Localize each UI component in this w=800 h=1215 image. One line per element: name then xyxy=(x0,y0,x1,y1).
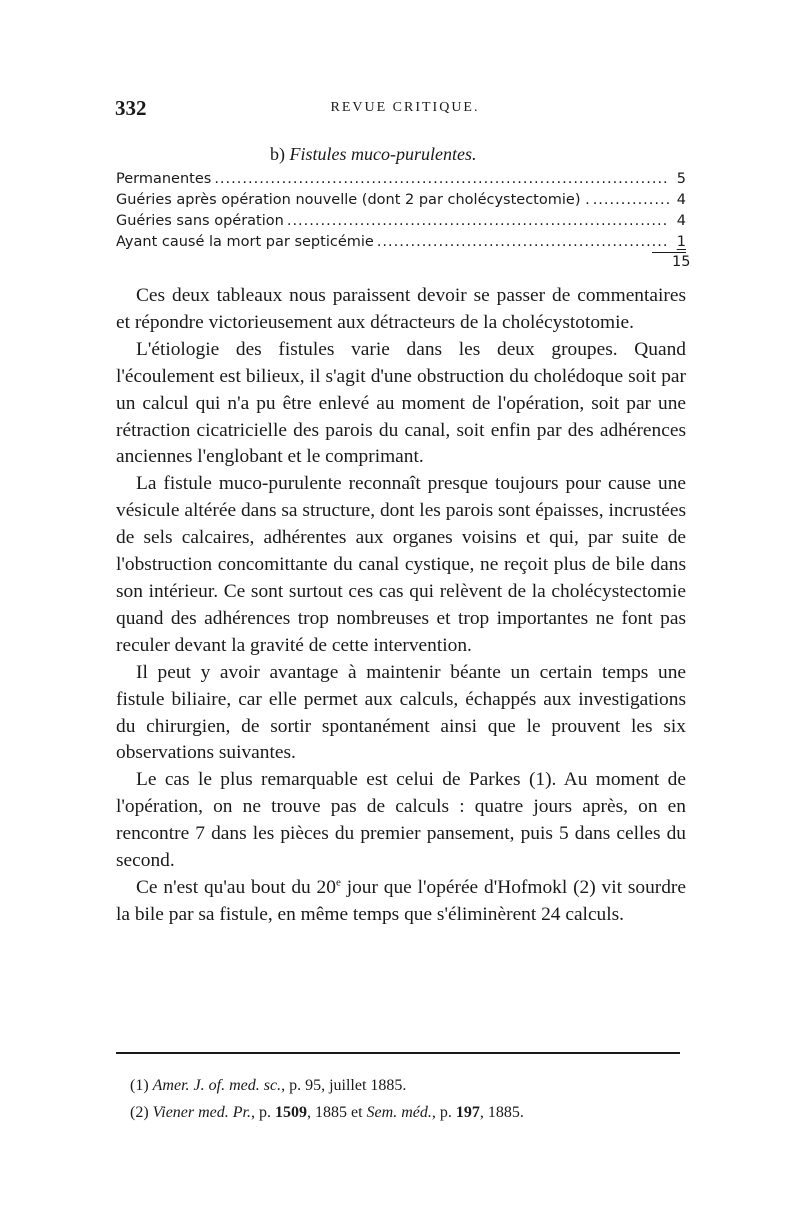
leader-dots xyxy=(377,234,669,250)
superscript: e xyxy=(335,876,341,889)
row-label: Guéries après opération nouvelle (dont 2 par cholécystectomie) . xyxy=(116,192,590,208)
footnote-text: , 1885. xyxy=(479,1104,524,1121)
footnote-source: Viener med. Pr. xyxy=(152,1104,251,1121)
footnote-marker: (2) xyxy=(130,1104,149,1121)
row-value: 4 xyxy=(676,213,686,229)
paragraph: La fistule muco-purulente reconnaît presque toujours pour cause une vésicule altérée dans sa structure, dont les parois sont épaisses, incrustées de sels calcaires, adhérentes aux organes voisins et qui, par suite de l'obstruction concomittante du canal cystique, ne reçoit plus de bile dans son intérieur. Ce sont surtout ces cas qui relèvent de la cholécystectomie quand des adhérences trop nombreuses et trop importantes ne font pas reculer devant la gravité de cette intervention. xyxy=(116,473,686,656)
row-label: Permanentes xyxy=(116,171,212,187)
leader-dots xyxy=(287,213,669,229)
statistics-table xyxy=(116,171,686,255)
table-row xyxy=(116,192,686,213)
footnote-text: , p. 95, juillet 1885. xyxy=(281,1077,407,1094)
footnote xyxy=(130,1072,690,1099)
section-title xyxy=(270,144,476,165)
footnote-text: , 1885 et xyxy=(307,1104,367,1121)
page-number: 332 xyxy=(115,96,147,120)
body-text xyxy=(116,283,686,929)
footnote-rule xyxy=(116,1052,680,1054)
paragraph: Il peut y avoir avantage à maintenir béante un certain temps une fistule biliaire, car elle permet aux calculs, échappés aux investigations du chirurgien, de sortir spontanément ainsi que le prouvent les six observations suivantes. xyxy=(116,661,686,764)
footnote xyxy=(130,1099,690,1126)
table-total xyxy=(652,252,691,270)
paragraph: L'étiologie des fistules varie dans les deux groupes. Quand l'écoulement est bilieux, il s'agit d'une obstruction du cholédoque soit par un calcul qui n'a pu être enlevé au moment de l'opération, soit par une rétraction cicatricielle des parois du canal, soit enfin par des adhérences anciennes l'englobant et le comprimant. xyxy=(116,338,686,468)
section-title-text: Fistules muco-purulentes. xyxy=(289,144,477,164)
footnote-page: 1509 xyxy=(275,1104,307,1121)
footnote-text: , p. xyxy=(251,1104,275,1121)
paragraph: Ces deux tableaux nous paraissent devoir se passer de commentaires et répondre victorieusement aux détracteurs de la cholécystotomie. xyxy=(116,285,686,333)
row-value: 1 xyxy=(676,234,686,250)
page-header xyxy=(115,96,695,126)
footnote-page: 197 xyxy=(455,1104,480,1121)
footnotes xyxy=(130,1072,690,1126)
paragraph xyxy=(116,875,686,929)
table-row xyxy=(116,234,686,255)
paragraph-text: jour que l'opérée d'Hofmokl (2) vit sourdre la bile par sa fistule, en même temps que s'éliminèrent 24 calculs. xyxy=(116,876,686,925)
footnote-text: , p. xyxy=(431,1104,456,1121)
leader-dots xyxy=(214,171,669,187)
total-value: 15 xyxy=(672,254,691,270)
paragraph: Le cas le plus remarquable est celui de Parkes (1). Au moment de l'opération, on ne trouve pas de calculs : quatre jours après, on en rencontre 7 dans les pièces du premier pansement, puis 5 dans celles du second. xyxy=(116,769,686,872)
row-label: Guéries sans opération xyxy=(116,213,284,229)
row-value: 5 xyxy=(676,171,686,187)
row-value: 4 xyxy=(676,192,686,208)
footnote-source: Amer. J. of. med. sc. xyxy=(152,1077,282,1094)
paragraph-text: Ce n'est qu'au bout du 20 xyxy=(136,876,336,898)
footnote-marker: (1) xyxy=(130,1077,149,1094)
leader-dots xyxy=(593,192,669,208)
running-head: REVUE CRITIQUE. xyxy=(330,100,480,115)
table-row xyxy=(116,171,686,192)
section-label: b) xyxy=(270,144,285,164)
table-row xyxy=(116,213,686,234)
footnote-source: Sem. méd. xyxy=(366,1104,432,1121)
row-label: Ayant causé la mort par septicémie xyxy=(116,234,374,250)
